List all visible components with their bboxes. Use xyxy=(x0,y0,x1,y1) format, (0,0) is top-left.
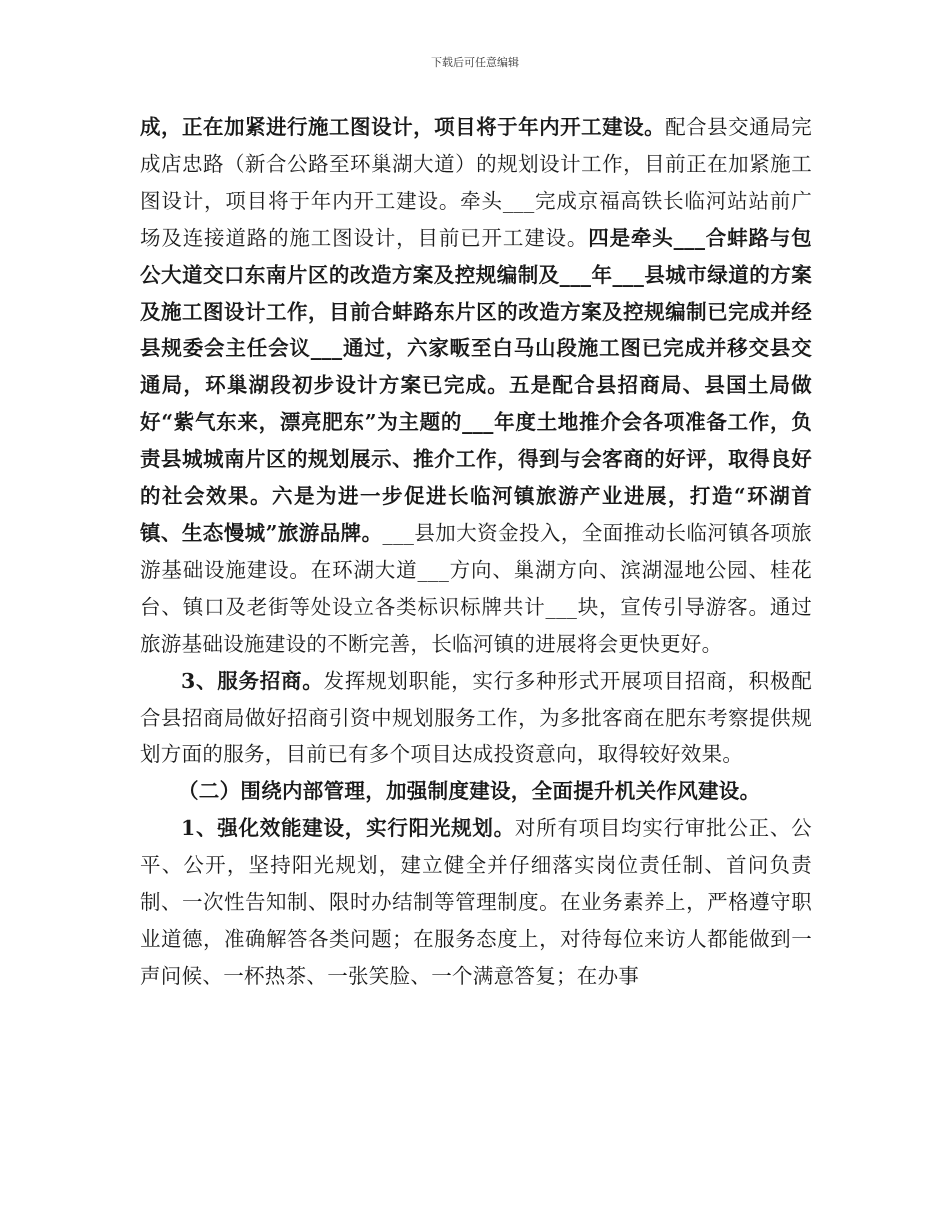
paragraph-body-efficiency-building: 对所有项目均实行审批公正、公平、公开，坚持阳光规划，建立健全并仔细落实岗位责任制、首问负责制、一次性告知制、限时办结制等管理制度。在业务素养上，严格遵守职业道德，准确解答各类问题；在服务态度上，对待每位来访人都能做到一声问候、一杯热茶、一张笑脸、一个满意答复；在办事 xyxy=(140,816,812,988)
bold-sentence-project-start: 成，正在加紧进行施工图设计，项目将于年内开工建设。 xyxy=(140,115,666,139)
paragraph-body-service-investment: 发挥规划职能，实行多种形式开展项目招商，积极配合县招商局做好招商引资中规划服务工作，为多批客商在肥东考察提供规划方面的服务，目前已有多个项目达成投资意向，取得较好效果。 xyxy=(140,668,812,767)
paragraph-lead-service-investment: 3、服务招商。 xyxy=(181,668,324,693)
regular-text-traffic-bureau: 配合县交通局完成店忠路（新合公路至环巢湖大道）的规划设计工作，目前正在加紧施工图设计，项目将于年内开工建设。牵头___完成京福高铁长临河站站前广场及连接道路的施工图设计，目前已开工建设。 xyxy=(140,115,812,250)
bold-text-items-four-to-six: 四是牵头___合蚌路与包公大道交口东南片区的改造方案及控规编制及___年___县城市绿道的方案及施工图设计工作，目前合蚌路东片区的改造方案及控规编制已完成并经县规委会主任会议___通过，六家畈至白马山段施工图已完成并移交县交通局，环巢湖段初步设计方案已完成。五是配合县招商局、县国土局做好“紫气东来，漂亮肥东”为主题的___年度土地推介会各项准备工作，负责县城城南片区的规划展示、推介工作，得到与会客商的好评，取得良好的社会效果。六是为进一步促进长临河镇旅游产业进展，打造“环湖首镇、生态慢城”旅游品牌。 xyxy=(140,225,812,545)
section-heading-internal-management: （二）围绕内部管理，加强制度建设，全面提升机关作风建设。 xyxy=(178,779,761,804)
document-body xyxy=(140,109,812,995)
regular-text-tourism-investment: ___县加大资金投入，全面推动长临河镇各项旅游基础设施建设。在环湖大道___方向、巢湖方向、滨湖湿地公园、桂花台、镇口及老街等处设立各类标识标牌共计___块，宣传引导游客。通过旅游基础设施建设的不断完善，长临河镇的进展将会更快更好。 xyxy=(140,520,812,656)
paragraph-service-investment xyxy=(140,663,812,774)
page-header: 下载后可任意编辑 xyxy=(431,56,519,69)
paragraph-lead-efficiency-building: 1、强化效能建设，实行阳光规划。 xyxy=(181,816,515,841)
paragraph-efficiency-building xyxy=(140,810,812,995)
paragraph-continuation xyxy=(140,109,812,663)
